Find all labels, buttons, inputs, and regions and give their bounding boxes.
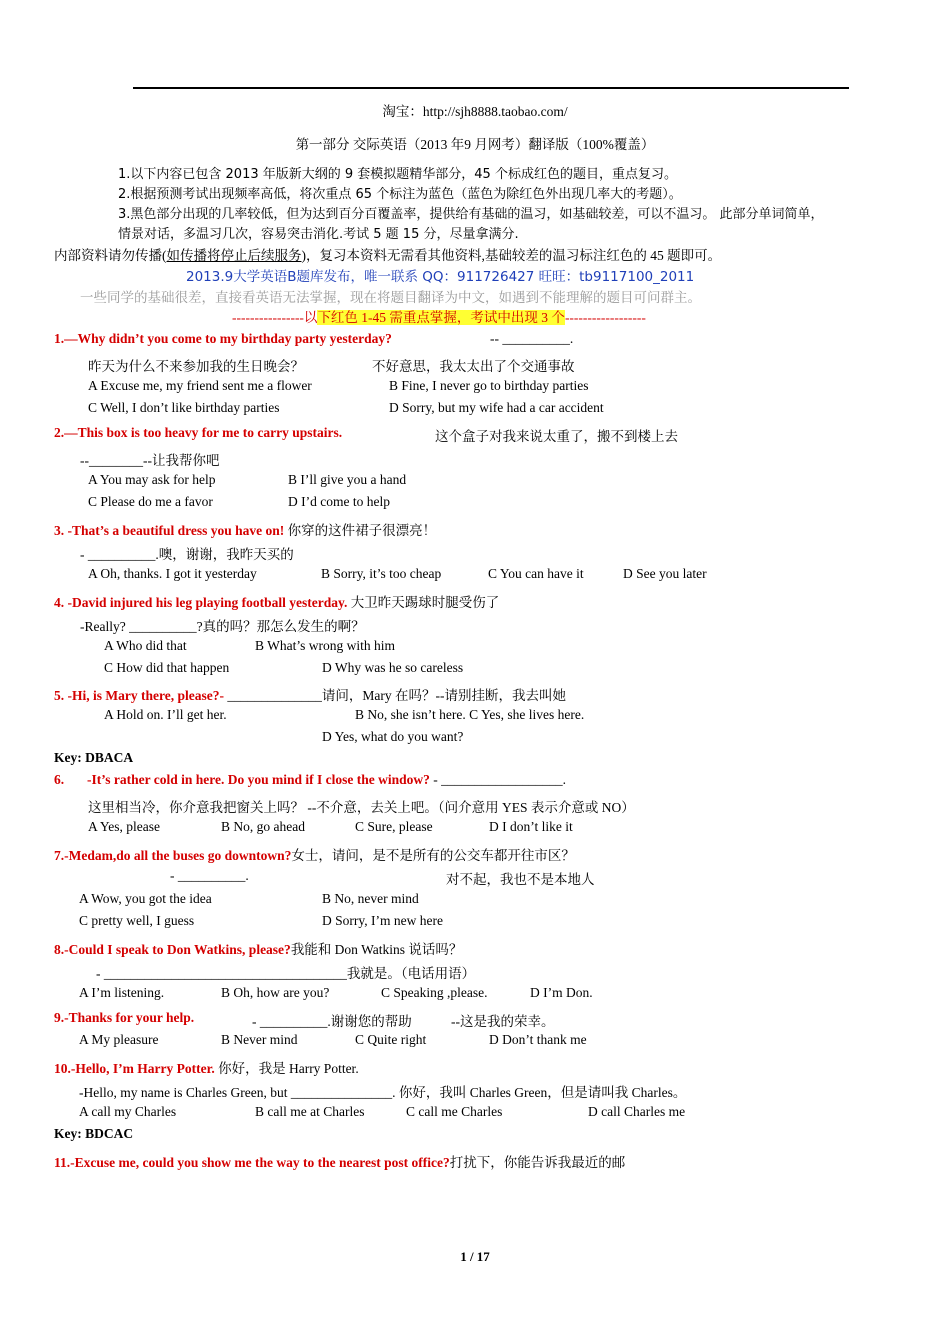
q1-cn: 昨天为什么不来参加我的生日晚会？ [88, 359, 304, 374]
q9-option-c: C Quite right [355, 1032, 427, 1047]
page-number: 1 / 17 [460, 1249, 490, 1264]
q9-option-d: D Don’t thank me [489, 1032, 587, 1047]
q2-blank: --________--让我帮你吧 [80, 453, 220, 468]
q2-option-b: B I’ll give you a hand [288, 472, 407, 487]
q10-option-a: A call my Charles [79, 1104, 177, 1119]
q7-blank: - __________. [170, 868, 249, 883]
q4-option-a: A Who did that [104, 638, 187, 653]
answer-key-1: Key: DBACA [54, 750, 134, 765]
q8-line: 8.-Could I speak to Don Watkins, please?我能和 Don Watkins 说话吗？ [54, 942, 463, 957]
q9-option-b: B Never mind [221, 1032, 298, 1047]
q6-option-d: D I don’t like it [489, 819, 573, 834]
q5-line: 5. -Hi, is Mary there, please?- ______________请问，Mary 在吗？--请别挂断，我去叫她 [54, 688, 566, 703]
q2-option-c: C Please do me a favor [88, 494, 213, 509]
q7-cn-answer: 对不起，我也不是本地人 [446, 872, 595, 887]
q8-option-b: B Oh, how are you? [221, 985, 330, 1000]
q11-line: 11.-Excuse me, could you show me the way to the nearest post office?打扰下，你能告诉我最近的邮 [54, 1155, 626, 1170]
q6-option-a: A Yes, please [88, 819, 161, 834]
q1-option-c: C Well, I don’t like birthday parties [88, 400, 280, 415]
q8-blank: - ____________________________________我就是。（电话用语） [96, 966, 476, 981]
q4-line: 4. -David injured his leg playing football yesterday. 大卫昨天踢球时腿受伤了 [54, 595, 500, 610]
qq-contact-line: 2013.9大学英语B题库发布，唯一联系 QQ：911726427 旺旺：tb9117100_2011 [186, 269, 695, 285]
q8-option-c: C Speaking ,please. [381, 985, 488, 1000]
intro-line-2: 2.根据预测考试出现频率高低，将次重点 65 个标注为蓝色（蓝色为除红色外出现几率大的考题）。 [118, 187, 682, 202]
q4-option-b: B What’s wrong with him [255, 638, 395, 653]
q3-option-d: D See you later [623, 566, 707, 581]
intro-line-1: 1.以下内容已包含 2013 年版新大纲的 9 套模拟题精华部分，45 个标成红色的题目，重点复习。 [118, 167, 677, 182]
q8-option-d: D I’m Don. [530, 985, 593, 1000]
q10-option-b: B call me at Charles [255, 1104, 365, 1119]
q1-blank: -- __________. [490, 331, 574, 346]
q6-number: 6. [54, 772, 65, 787]
internal-notice: 内部资料请勿传播(如传播将停止后续服务)，复习本资料无需看其他资料,基础较差的温习标注红色的 45 题即可。 [54, 248, 722, 263]
intro-line-3a: 3.黑色部分出现的几率较低，但为达到百分百覆盖率，提供给有基础的温习，如基础较差，可以不温习。 此部分单词简单， [118, 207, 824, 222]
q4-blank: -Really? __________?真的吗？那怎么发生的啊？ [80, 619, 365, 634]
document-title: 第一部分 交际英语（2013 年9 月网考）翻译版（100%覆盖） [295, 137, 655, 152]
q3-option-c: C You can have it [488, 566, 584, 581]
grey-note: 一些同学的基础很差，直接看英语无法掌握，现在将题目翻译为中文，如遇到不能理解的题目可问群主。 [80, 290, 701, 305]
q7-option-d: D Sorry, I’m new here [322, 913, 443, 928]
q2-cn: 这个盒子对我来说太重了，搬不到楼上去 [435, 429, 678, 444]
q9-question: 9.-Thanks for your help. [54, 1010, 195, 1025]
q5-option-bc: B No, she isn’t here. C Yes, she lives here. [355, 707, 585, 722]
q1-option-a: A Excuse me, my friend sent me a flower [88, 378, 312, 393]
q2-question: 2.—This box is too heavy for me to carry upstairs. [54, 425, 343, 440]
q4-option-d: D Why was he so careless [322, 660, 464, 675]
q9-cn: --这是我的荣幸。 [451, 1014, 555, 1029]
q1-cn-answer: 不好意思，我太太出了个交通事故 [372, 359, 575, 374]
q6-option-c: C Sure, please [355, 819, 433, 834]
answer-key-2: Key: BDCAC [54, 1126, 134, 1141]
q10-option-c: C call me Charles [406, 1104, 503, 1119]
q5-option-a: A Hold on. I’ll get her. [104, 707, 227, 722]
q10-option-d: D call Charles me [588, 1104, 686, 1119]
q1-question: 1.—Why didn’t you come to my birthday party yesterday? [54, 331, 392, 346]
q3-line: 3. -That’s a beautiful dress you have on! 你穿的这件裙子很漂亮！ [54, 523, 437, 538]
q7-line: 7.-Medam,do all the buses go downtown?女士，请问，是不是所有的公交车都开往市区？ [54, 848, 575, 863]
q3-option-b: B Sorry, it’s too cheap [321, 566, 442, 581]
q6-option-b: B No, go ahead [221, 819, 305, 834]
q9-blank: - __________.谢谢您的帮助 [252, 1014, 412, 1029]
q10-blank: -Hello, my name is Charles Green, but _______________. 你好，我叫 Charles Green，但是请叫我 Charles。 [79, 1085, 687, 1100]
q2-option-d: D I’d come to help [288, 494, 390, 509]
q10-line: 10.-Hello, I’m Harry Potter. 你好，我是 Harry Potter. [54, 1061, 359, 1076]
q3-blank: - __________.噢，谢谢，我昨天买的 [80, 547, 294, 562]
q6-cn: 这里相当冷，你介意我把窗关上吗？ --不介意，去关上吧。（问介意用 YES 表示介意或 NO） [88, 800, 635, 815]
q4-option-c: C How did that happen [104, 660, 230, 675]
q9-option-a: A My pleasure [79, 1032, 159, 1047]
header-rule [133, 87, 849, 89]
q2-option-a: A You may ask for help [88, 472, 216, 487]
q7-option-c: C pretty well, I guess [79, 913, 195, 928]
q8-option-a: A I’m listening. [79, 985, 165, 1000]
q3-option-a: A Oh, thanks. I got it yesterday [88, 566, 257, 581]
q1-option-b: B Fine, I never go to birthday parties [389, 378, 589, 393]
section-separator: ----------------以下红色 1-45 需重点掌握，考试中出现 3 个------------------ [232, 310, 646, 325]
q6-line: -It’s rather cold in here. Do you mind if I close the window? - __________________. [87, 772, 566, 787]
intro-line-3b: 情景对话，多温习几次，容易突击消化.考试 5 题 15 分，尽量拿满分. [118, 227, 519, 242]
q5-option-d: D Yes, what do you want? [322, 729, 464, 744]
taobao-link[interactable]: 淘宝：http://sjh8888.taobao.com/ [382, 104, 568, 119]
q1-option-d: D Sorry, but my wife had a car accident [389, 400, 604, 415]
q7-option-b: B No, never mind [322, 891, 419, 906]
q7-option-a: A Wow, you got the idea [79, 891, 212, 906]
